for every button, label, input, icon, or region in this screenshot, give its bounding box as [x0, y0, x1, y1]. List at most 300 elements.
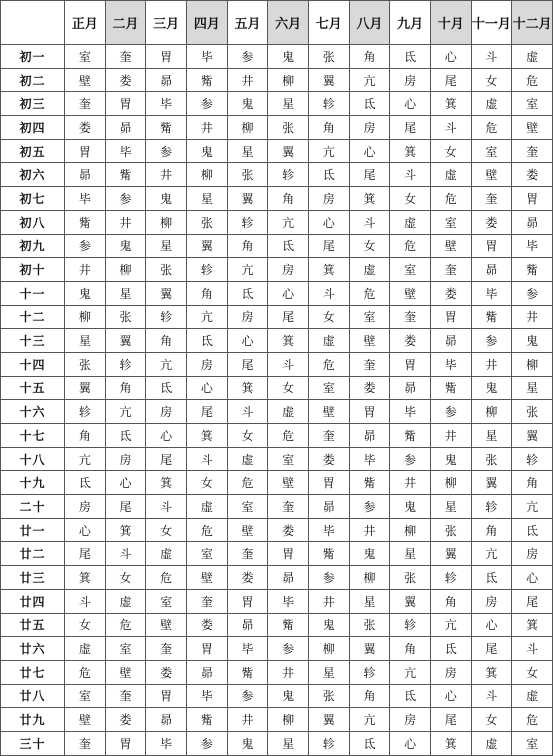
- mansion-cell: 鬼: [308, 613, 349, 637]
- mansion-cell: 室: [146, 589, 187, 613]
- mansion-cell: 角: [268, 187, 309, 211]
- mansion-cell: 鬼: [471, 376, 512, 400]
- mansion-cell: 星: [268, 92, 309, 116]
- day-label: 廿四: [1, 589, 65, 613]
- mansion-cell: 箕: [187, 424, 228, 448]
- table-row: [1, 234, 553, 258]
- mansion-cell: 参: [65, 234, 106, 258]
- mansion-cell: 房: [146, 400, 187, 424]
- mansion-cell: 虚: [146, 542, 187, 566]
- table-row: [1, 613, 553, 637]
- mansion-cell: 星: [512, 376, 553, 400]
- mansion-cell: 星: [471, 424, 512, 448]
- mansion-cell: 毕: [105, 139, 146, 163]
- mansion-cell: 参: [146, 139, 187, 163]
- mansion-cell: 虚: [430, 163, 471, 187]
- mansion-cell: 柳: [227, 116, 268, 140]
- day-label: 初六: [1, 163, 65, 187]
- mansion-cell: 柳: [268, 708, 309, 732]
- month-header: 五月: [227, 1, 268, 45]
- mansion-cell: 房: [512, 542, 553, 566]
- month-header: 十月: [430, 1, 471, 45]
- mansion-cell: 胃: [105, 92, 146, 116]
- mansion-cell: 翼: [390, 589, 431, 613]
- mansion-cell: 觜: [187, 708, 228, 732]
- mansion-cell: 角: [105, 376, 146, 400]
- month-header: 十一月: [471, 1, 512, 45]
- mansion-cell: 房: [471, 589, 512, 613]
- day-label: 十九: [1, 471, 65, 495]
- mansion-cell: 箕: [308, 258, 349, 282]
- mansion-cell: 箕: [227, 376, 268, 400]
- mansion-cell: 氐: [390, 684, 431, 708]
- mansion-cell: 室: [187, 542, 228, 566]
- mansion-cell: 氐: [390, 45, 431, 69]
- mansion-cell: 娄: [105, 68, 146, 92]
- mansion-cell: 张: [105, 305, 146, 329]
- mansion-cell: 张: [308, 45, 349, 69]
- mansion-cell: 女: [349, 234, 390, 258]
- mansion-cell: 斗: [146, 495, 187, 519]
- mansion-cell: 鬼: [268, 684, 309, 708]
- mansion-cell: 虚: [512, 45, 553, 69]
- mansion-cell: 壁: [65, 68, 106, 92]
- mansion-cell: 娄: [512, 163, 553, 187]
- mansion-cell: 危: [105, 613, 146, 637]
- table-row: [1, 116, 553, 140]
- mansion-cell: 角: [512, 471, 553, 495]
- mansion-cell: 昴: [146, 68, 187, 92]
- mansion-cell: 奎: [187, 589, 228, 613]
- mansion-cell: 心: [187, 376, 228, 400]
- mansion-cell: 亢: [268, 210, 309, 234]
- mansion-cell: 鬼: [65, 281, 106, 305]
- mansion-cell: 柳: [268, 68, 309, 92]
- mansion-cell: 翼: [65, 376, 106, 400]
- mansion-cell: 柳: [512, 352, 553, 376]
- mansion-cell: 奎: [430, 258, 471, 282]
- mansion-cell: 娄: [268, 518, 309, 542]
- mansion-cell: 箕: [268, 329, 309, 353]
- mansion-cell: 女: [471, 68, 512, 92]
- mansion-cell: 氐: [187, 329, 228, 353]
- mansion-cell: 壁: [227, 518, 268, 542]
- mansion-cell: 轸: [105, 352, 146, 376]
- table-row: [1, 542, 553, 566]
- mansion-cell: 柳: [308, 637, 349, 661]
- mansion-cell: 毕: [65, 187, 106, 211]
- mansion-cell: 角: [430, 589, 471, 613]
- table-row: [1, 708, 553, 732]
- mansion-cell: 室: [105, 637, 146, 661]
- mansion-cell: 女: [187, 471, 228, 495]
- mansion-cell: 轸: [146, 305, 187, 329]
- table-row: [1, 187, 553, 211]
- mansion-cell: 参: [349, 495, 390, 519]
- mansion-cell: 虚: [268, 400, 309, 424]
- table-row: [1, 281, 553, 305]
- mansion-cell: 斗: [471, 45, 512, 69]
- table-row: [1, 163, 553, 187]
- table-row: [1, 92, 553, 116]
- mansion-cell: 尾: [308, 234, 349, 258]
- mansion-cell: 氐: [268, 234, 309, 258]
- mansion-cell: 星: [308, 660, 349, 684]
- mansion-cell: 昴: [512, 210, 553, 234]
- table-row: [1, 447, 553, 471]
- table-body: [1, 45, 553, 756]
- mansion-cell: 翼: [105, 329, 146, 353]
- mansion-cell: 斗: [268, 352, 309, 376]
- mansion-cell: 昴: [430, 329, 471, 353]
- mansion-cell: 轸: [65, 400, 106, 424]
- table-row: [1, 566, 553, 590]
- table-row: [1, 305, 553, 329]
- mansion-cell: 鬼: [187, 139, 228, 163]
- mansion-cell: 翼: [471, 471, 512, 495]
- mansion-cell: 角: [227, 234, 268, 258]
- mansion-cell: 胃: [390, 352, 431, 376]
- table-row: [1, 589, 553, 613]
- mansion-cell: 娄: [390, 329, 431, 353]
- mansion-cell: 亢: [65, 447, 106, 471]
- mansion-cell: 尾: [390, 116, 431, 140]
- mansion-cell: 尾: [146, 447, 187, 471]
- mansion-cell: 参: [471, 329, 512, 353]
- mansion-cell: 室: [65, 45, 106, 69]
- mansion-cell: 井: [471, 352, 512, 376]
- day-label: 廿六: [1, 637, 65, 661]
- mansion-cell: 心: [512, 566, 553, 590]
- mansion-cell: 奎: [65, 92, 106, 116]
- mansion-cell: 奎: [471, 187, 512, 211]
- mansion-cell: 井: [105, 210, 146, 234]
- mansion-cell: 柳: [390, 518, 431, 542]
- mansion-cell: 心: [146, 424, 187, 448]
- mansion-cell: 鬼: [512, 329, 553, 353]
- mansion-cell: 箕: [430, 731, 471, 755]
- day-label: 廿五: [1, 613, 65, 637]
- mansion-cell: 参: [227, 684, 268, 708]
- mansion-cell: 虚: [390, 210, 431, 234]
- mansion-cell: 室: [512, 92, 553, 116]
- mansion-cell: 室: [390, 258, 431, 282]
- mansion-cell: 危: [146, 566, 187, 590]
- mansion-cell: 毕: [187, 684, 228, 708]
- day-label: 十七: [1, 424, 65, 448]
- mansion-cell: 女: [146, 518, 187, 542]
- mansion-cell: 胃: [146, 45, 187, 69]
- mansion-cell: 奎: [65, 731, 106, 755]
- mansion-cell: 角: [349, 45, 390, 69]
- mansion-cell: 毕: [349, 447, 390, 471]
- mansion-cell: 张: [430, 518, 471, 542]
- mansion-cell: 危: [187, 518, 228, 542]
- mansion-cell: 角: [146, 329, 187, 353]
- mansion-cell: 参: [187, 92, 228, 116]
- mansion-cell: 觜: [105, 163, 146, 187]
- day-label: 初二: [1, 68, 65, 92]
- mansion-cell: 房: [430, 660, 471, 684]
- mansion-cell: 壁: [268, 471, 309, 495]
- mansion-cell: 房: [65, 495, 106, 519]
- mansion-cell: 心: [349, 139, 390, 163]
- mansion-cell: 心: [227, 329, 268, 353]
- mansion-cell: 柳: [471, 400, 512, 424]
- mansion-cell: 斗: [512, 637, 553, 661]
- mansion-cell: 奎: [227, 542, 268, 566]
- mansion-cell: 胃: [471, 234, 512, 258]
- day-label: 初九: [1, 234, 65, 258]
- mansion-cell: 箕: [65, 566, 106, 590]
- mansion-cell: 胃: [349, 400, 390, 424]
- mansion-cell: 鬼: [390, 495, 431, 519]
- mansion-cell: 觜: [268, 613, 309, 637]
- mansion-cell: 鬼: [268, 45, 309, 69]
- mansion-cell: 胃: [187, 637, 228, 661]
- table-row: [1, 495, 553, 519]
- day-label: 十二: [1, 305, 65, 329]
- month-header: 八月: [349, 1, 390, 45]
- mansion-cell: 室: [308, 376, 349, 400]
- mansion-cell: 角: [187, 281, 228, 305]
- month-header: 正月: [65, 1, 106, 45]
- mansion-cell: 亢: [227, 258, 268, 282]
- mansion-cell: 轸: [430, 566, 471, 590]
- mansion-cell: 虚: [105, 589, 146, 613]
- mansion-cell: 心: [390, 731, 431, 755]
- month-header: 九月: [390, 1, 431, 45]
- mansion-cell: 觜: [512, 258, 553, 282]
- mansion-cell: 参: [105, 187, 146, 211]
- mansion-cell: 亢: [308, 139, 349, 163]
- mansion-cell: 心: [430, 684, 471, 708]
- table-row: [1, 471, 553, 495]
- mansion-cell: 尾: [65, 542, 106, 566]
- mansion-cell: 星: [146, 234, 187, 258]
- mansion-cell: 翼: [430, 542, 471, 566]
- mansion-cell: 氐: [349, 731, 390, 755]
- mansion-cell: 奎: [512, 139, 553, 163]
- mansion-cell: 危: [471, 116, 512, 140]
- mansion-cell: 心: [65, 518, 106, 542]
- mansion-cell: 井: [146, 163, 187, 187]
- mansion-cell: 氐: [308, 163, 349, 187]
- table-row: [1, 376, 553, 400]
- month-header: 十二月: [512, 1, 553, 45]
- mansion-cell: 室: [65, 684, 106, 708]
- day-label: 初八: [1, 210, 65, 234]
- mansion-cell: 井: [227, 708, 268, 732]
- mansion-cell: 胃: [512, 187, 553, 211]
- mansion-cell: 氐: [65, 471, 106, 495]
- mansion-cell: 张: [308, 684, 349, 708]
- mansion-cell: 箕: [146, 471, 187, 495]
- mansion-cell: 虚: [187, 495, 228, 519]
- mansion-cell: 室: [471, 139, 512, 163]
- month-header: 四月: [187, 1, 228, 45]
- mansion-cell: 心: [430, 45, 471, 69]
- mansion-cell: 心: [105, 471, 146, 495]
- mansion-cell: 虚: [308, 329, 349, 353]
- day-label: 十四: [1, 352, 65, 376]
- mansion-cell: 氐: [430, 637, 471, 661]
- mansion-cell: 星: [349, 589, 390, 613]
- mansion-cell: 毕: [268, 589, 309, 613]
- mansion-cell: 斗: [187, 447, 228, 471]
- day-label: 三十: [1, 731, 65, 755]
- mansion-cell: 轸: [349, 660, 390, 684]
- month-header: 七月: [308, 1, 349, 45]
- mansion-cell: 奎: [105, 684, 146, 708]
- day-label: 廿三: [1, 566, 65, 590]
- mansion-cell: 昴: [227, 613, 268, 637]
- mansion-cell: 女: [390, 187, 431, 211]
- mansion-cell: 房: [268, 258, 309, 282]
- mansion-cell: 觜: [187, 68, 228, 92]
- mansion-cell: 亢: [349, 68, 390, 92]
- mansion-cell: 角: [471, 518, 512, 542]
- mansion-cell: 参: [187, 731, 228, 755]
- mansion-cell: 斗: [430, 116, 471, 140]
- mansion-cell: 鬼: [227, 92, 268, 116]
- mansion-cell: 危: [512, 68, 553, 92]
- mansion-cell: 壁: [390, 281, 431, 305]
- day-label: 初十: [1, 258, 65, 282]
- mansion-cell: 箕: [390, 139, 431, 163]
- mansion-cell: 毕: [146, 92, 187, 116]
- mansion-cell: 房: [390, 708, 431, 732]
- mansion-cell: 张: [187, 210, 228, 234]
- mansion-cell: 胃: [105, 731, 146, 755]
- mansion-cell: 觜: [146, 116, 187, 140]
- mansion-cell: 亢: [430, 613, 471, 637]
- mansion-cell: 鬼: [146, 187, 187, 211]
- mansion-cell: 房: [227, 305, 268, 329]
- mansion-cell: 毕: [430, 352, 471, 376]
- mansion-cell: 张: [146, 258, 187, 282]
- mansion-cell: 斗: [105, 542, 146, 566]
- mansion-cell: 女: [471, 708, 512, 732]
- mansion-cell: 张: [268, 116, 309, 140]
- mansion-cell: 亢: [512, 495, 553, 519]
- mansion-cell: 昴: [65, 163, 106, 187]
- mansion-cell: 亢: [390, 660, 431, 684]
- mansion-cell: 尾: [349, 163, 390, 187]
- mansion-cell: 危: [65, 660, 106, 684]
- mansion-cell: 角: [349, 684, 390, 708]
- mansion-cell: 尾: [227, 352, 268, 376]
- mansion-cell: 毕: [308, 518, 349, 542]
- mansion-cell: 毕: [187, 45, 228, 69]
- mansion-cell: 尾: [471, 637, 512, 661]
- mansion-cell: 昴: [308, 495, 349, 519]
- mansion-cell: 胃: [430, 305, 471, 329]
- mansion-cell: 室: [512, 731, 553, 755]
- mansion-cell: 毕: [146, 731, 187, 755]
- mansion-cell: 娄: [471, 210, 512, 234]
- mansion-cell: 娄: [187, 613, 228, 637]
- day-label: 廿七: [1, 660, 65, 684]
- mansion-cell: 房: [390, 68, 431, 92]
- mansion-cell: 昴: [349, 424, 390, 448]
- day-label: 十六: [1, 400, 65, 424]
- mansion-cell: 危: [308, 352, 349, 376]
- mansion-cell: 角: [390, 637, 431, 661]
- day-label: 十五: [1, 376, 65, 400]
- table-row: [1, 400, 553, 424]
- mansion-cell: 张: [512, 400, 553, 424]
- mansion-cell: 柳: [65, 305, 106, 329]
- mansion-cell: 箕: [349, 187, 390, 211]
- mansion-cell: 轸: [512, 447, 553, 471]
- mansion-cell: 参: [390, 447, 431, 471]
- mansion-cell: 女: [430, 139, 471, 163]
- day-label: 廿一: [1, 518, 65, 542]
- mansion-cell: 危: [268, 424, 309, 448]
- mansion-cell: 氐: [471, 566, 512, 590]
- mansion-cell: 心: [390, 92, 431, 116]
- mansion-cell: 觜: [390, 424, 431, 448]
- mansion-cell: 箕: [512, 613, 553, 637]
- mansion-cell: 危: [227, 471, 268, 495]
- day-label: 初五: [1, 139, 65, 163]
- mansion-cell: 尾: [187, 400, 228, 424]
- mansion-cell: 星: [430, 495, 471, 519]
- mansion-cell: 女: [105, 566, 146, 590]
- month-header: 六月: [268, 1, 309, 45]
- mansion-cell: 胃: [227, 589, 268, 613]
- mansion-cell: 鬼: [105, 234, 146, 258]
- mansion-cell: 壁: [65, 708, 106, 732]
- mansion-cell: 鬼: [227, 731, 268, 755]
- mansion-cell: 虚: [471, 731, 512, 755]
- day-label: 廿二: [1, 542, 65, 566]
- mansion-cell: 娄: [227, 566, 268, 590]
- mansion-cell: 斗: [308, 281, 349, 305]
- mansion-cell: 柳: [430, 471, 471, 495]
- mansion-cell: 毕: [390, 400, 431, 424]
- mansion-cell: 斗: [349, 210, 390, 234]
- mansion-cell: 娄: [146, 660, 187, 684]
- mansion-cell: 翼: [308, 68, 349, 92]
- mansion-cell: 女: [268, 376, 309, 400]
- mansion-cell: 虚: [65, 637, 106, 661]
- table-row: [1, 329, 553, 353]
- corner-cell: [1, 1, 65, 45]
- day-label: 初三: [1, 92, 65, 116]
- mansion-cell: 星: [390, 542, 431, 566]
- mansion-cell: 虚: [227, 447, 268, 471]
- mansion-cell: 娄: [430, 281, 471, 305]
- mansion-cell: 胃: [146, 684, 187, 708]
- mansion-cell: 奎: [146, 637, 187, 661]
- mansion-cell: 张: [471, 447, 512, 471]
- mansion-cell: 奎: [308, 424, 349, 448]
- mansion-cell: 虚: [512, 684, 553, 708]
- mansion-cell: 昴: [105, 116, 146, 140]
- mansion-cell: 壁: [349, 329, 390, 353]
- day-label: 二十: [1, 495, 65, 519]
- mansion-cell: 参: [268, 637, 309, 661]
- mansion-cell: 女: [512, 660, 553, 684]
- mansion-cell: 井: [390, 471, 431, 495]
- mansion-cell: 壁: [105, 660, 146, 684]
- mansion-cell: 房: [349, 116, 390, 140]
- mansion-cell: 角: [65, 424, 106, 448]
- mansion-cell: 轸: [308, 731, 349, 755]
- mansion-cell: 女: [227, 424, 268, 448]
